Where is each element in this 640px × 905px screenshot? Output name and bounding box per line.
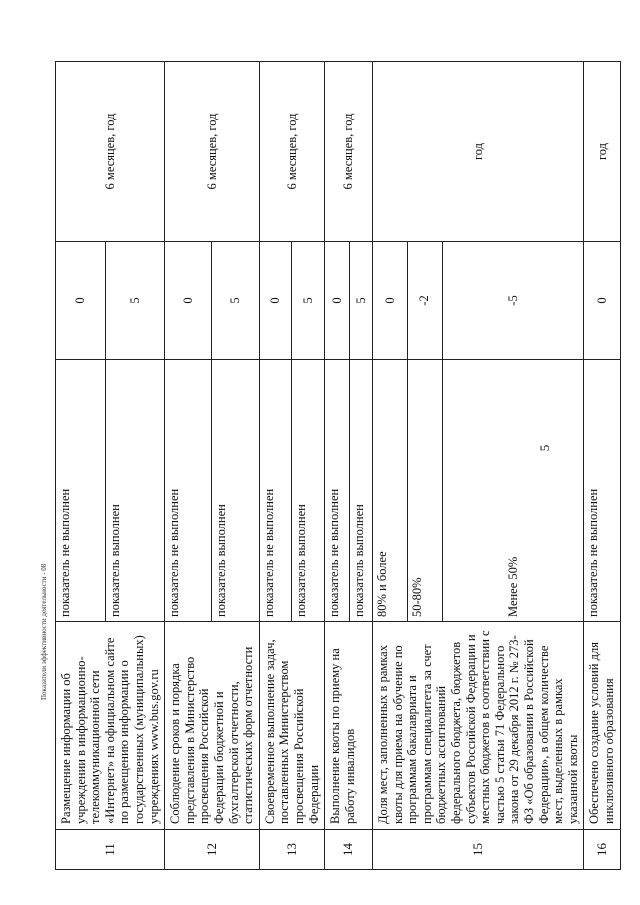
score-cell: 5: [292, 242, 325, 360]
score-cell: 0: [56, 242, 106, 360]
criterion-cell: Доля мест, заполненных в рамках квоты для приема на обучение по программам бакалавриата и программам специалитета за счет бюджетных ассигнований федерального бюджета, бюджетов субъектов Российской Федерации и местных бюджетов в соответствии с частью 5 статьи 71 Федерального закона от 29 декабря 2012 г. № 273-ФЗ «Об образовании в Российской Федерации», в общем количестве мест, выделенных в рамках указанной квоты: [373, 622, 584, 830]
criterion-cell: Своевременное выполнение задач, поставленных Министерством просвещения Российской Федерации: [259, 622, 324, 830]
score-cell: 5: [212, 242, 259, 360]
condition-cell: 80% и более: [373, 360, 408, 622]
score-cell: 0: [325, 242, 350, 360]
page-number: 5: [537, 444, 552, 452]
condition-cell: показатель выполнен: [292, 360, 325, 622]
period-cell: 6 месяцев, год: [259, 62, 324, 242]
row-number: 15: [373, 830, 584, 870]
period-cell: 6 месяцев, год: [165, 62, 260, 242]
period-cell: год: [373, 62, 584, 242]
row-number: 13: [259, 830, 324, 870]
condition-cell: 50-80%: [407, 360, 442, 622]
condition-cell: показатель не выполнен: [165, 360, 212, 622]
condition-cell: показатель выполнен: [350, 360, 373, 622]
rotated-table-container: [55, 62, 616, 870]
page-footer: Показатели эффективности деятельности - 08: [40, 563, 48, 700]
condition-cell: показатель не выполнен: [584, 360, 620, 622]
condition-cell: показатель не выполнен: [56, 360, 106, 622]
score-cell: 0: [259, 242, 292, 360]
table-row: [325, 62, 350, 870]
score-cell: 5: [350, 242, 373, 360]
score-cell: 0: [373, 242, 408, 360]
criterion-cell: Обеспечено создание условий для инклюзивного образования: [584, 622, 620, 830]
table-row: [56, 62, 106, 870]
criterion-cell: Соблюдение сроков и порядка представления в Министерство просвещения Российской Федерации бюджетной и бухгалтерской отчетности, статистических форм отчетности: [165, 622, 260, 830]
criterion-cell: Выполнение квоты по приему на работу инвалидов: [325, 622, 373, 830]
condition-cell: показатель выполнен: [106, 360, 165, 622]
table-row: [259, 62, 292, 870]
score-cell: 5: [106, 242, 165, 360]
row-number: 16: [584, 830, 620, 870]
period-cell: 6 месяцев, год: [56, 62, 165, 242]
condition-cell: показатель не выполнен: [325, 360, 350, 622]
period-cell: год: [584, 62, 620, 242]
condition-cell: показатель выполнен: [212, 360, 259, 622]
criterion-cell: Размещение информации об учреждении в информационно-телекоммуникационной сети «Интернет» на официальном сайте по размещению информации о государственных (муниципальных) учреждениях www.bus.gov.ru: [56, 622, 165, 830]
condition-cell: Менее 50%: [442, 360, 584, 622]
score-cell: 0: [584, 242, 620, 360]
table-row: [373, 62, 408, 870]
period-cell: 6 месяцев, год: [325, 62, 373, 242]
document-table-frame: [55, 62, 616, 870]
indicators-table: [55, 61, 621, 870]
table-row: [165, 62, 212, 870]
score-cell: -5: [442, 242, 584, 360]
row-number: 12: [165, 830, 260, 870]
score-cell: 0: [165, 242, 212, 360]
condition-cell: показатель не выполнен: [259, 360, 292, 622]
table-row: [584, 62, 620, 870]
row-number: 14: [325, 830, 373, 870]
row-number: 11: [56, 830, 165, 870]
score-cell: -2: [407, 242, 442, 360]
